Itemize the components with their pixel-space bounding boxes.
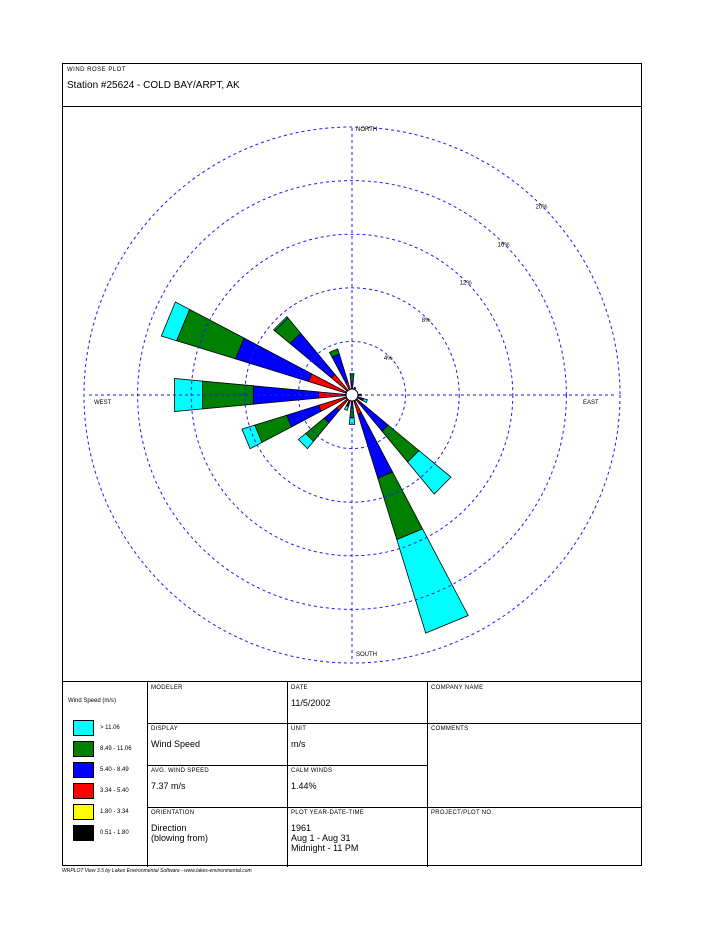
legend-swatch-1-80 (73, 804, 94, 820)
petal-112.5deg-class-5 (363, 399, 368, 403)
legend-label-1-80: 1.80 - 3.34 (100, 809, 129, 815)
petal-202.5deg-class-5 (345, 406, 349, 411)
calm-circle (346, 389, 358, 401)
petal-157.5deg-class-4 (378, 472, 423, 540)
modeler-cell (147, 682, 287, 723)
south-label: SOUTH (356, 652, 377, 658)
unit-label: UNIT (291, 726, 307, 732)
orientation-label: ORIENTATION (151, 810, 195, 816)
calm-winds-label: CALM WINDS (291, 768, 333, 774)
west-label: WEST (94, 400, 112, 406)
info-table (63, 681, 641, 867)
plot-frame (62, 63, 642, 866)
north-label: NORTH (356, 127, 378, 133)
plot-year-label: PLOT YEAR-DATE-TIME (291, 810, 365, 816)
project-cell (427, 807, 641, 867)
petal-247.5deg-class-3 (287, 405, 322, 427)
ring-label-4: 4% (383, 356, 393, 363)
legend-swatch-gt-11-06 (73, 720, 94, 736)
calm-winds-cell (287, 765, 427, 807)
display-label: DISPLAY (151, 726, 178, 732)
plot-type-label: WIND ROSE PLOT (67, 67, 127, 73)
legend-label-8-49: 8.49 - 11.06 (100, 746, 132, 752)
display-cell (147, 723, 287, 765)
orientation-value-1: Direction (151, 823, 187, 833)
legend-swatch-8-49 (73, 741, 94, 757)
legend-cell (63, 682, 147, 867)
legend-title: Wind Speed (m/s) (68, 698, 117, 704)
date-value: 11/5/2002 (291, 698, 331, 708)
date-label: DATE (291, 685, 308, 691)
legend-swatch-0-51 (73, 825, 94, 841)
legend-swatch-5-40 (73, 762, 94, 778)
ring-label-16: 16% (497, 242, 510, 249)
petal-135deg-class-5 (408, 451, 451, 494)
wind-rose-chart (63, 107, 641, 681)
wind-rose-petals (161, 302, 468, 633)
avg-speed-label: AVG. WIND SPEED (151, 768, 210, 774)
ring-labels (384, 204, 548, 362)
comments-label: COMMENTS (431, 726, 469, 732)
legend-label-3-34: 3.34 - 5.40 (100, 788, 129, 794)
comments-cell (427, 723, 641, 807)
legend-swatch-3-34 (73, 783, 94, 799)
company-cell (427, 682, 641, 723)
modeler-label: MODELER (151, 685, 183, 691)
ring-label-8: 8% (421, 318, 431, 325)
east-label: EAST (583, 400, 599, 406)
plot-year-value-3: Midnight - 11 PM (291, 843, 359, 853)
calm-winds-value: 1.44% (291, 781, 317, 791)
display-value: Wind Speed (151, 739, 201, 749)
unit-value: m/s (291, 739, 306, 749)
station-title: Station #25624 - COLD BAY/ARPT, AK (67, 80, 240, 91)
orientation-cell (147, 807, 287, 867)
project-label: PROJECT/PLOT NO. (431, 810, 494, 816)
ring-label-20: 20% (535, 204, 548, 211)
legend-label-0-51: 0.51 - 1.80 (100, 830, 129, 836)
petal-22.5deg-class-4 (354, 387, 356, 389)
legend-label-gt-11-06: > 11.06 (100, 725, 120, 731)
unit-cell (287, 723, 427, 765)
plot-year-value-1: 1961 (291, 823, 312, 833)
avg-speed-cell (147, 765, 287, 807)
avg-speed-value: 7.37 m/s (151, 781, 186, 791)
orientation-value-2: (blowing from) (151, 833, 209, 843)
company-label: COMPANY NAME (431, 685, 484, 691)
plot-year-value-2: Aug 1 - Aug 31 (291, 833, 351, 843)
plot-year-cell (287, 807, 427, 867)
petal-157.5deg-class-5 (397, 529, 468, 633)
ring-label-12: 12% (459, 280, 472, 287)
date-cell (287, 682, 427, 723)
legend-label-5-40: 5.40 - 8.49 (100, 767, 129, 773)
footer-credit: WRPLOT View 3.5 by Lakes Environmental Software - www.lakes-environmental.com (62, 868, 252, 874)
plot-header (63, 64, 641, 107)
